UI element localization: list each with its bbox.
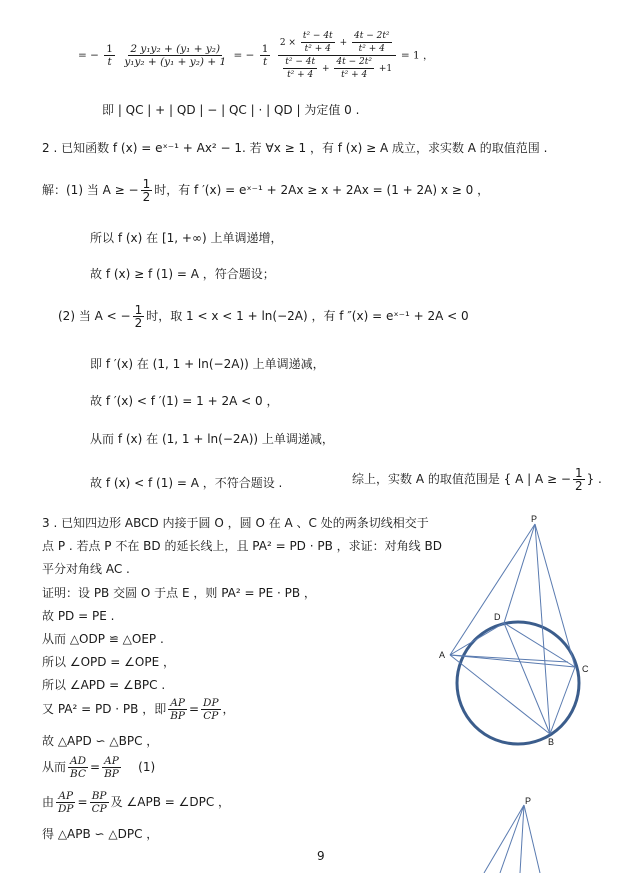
frac-d-num-a: 2 × [279, 38, 296, 48]
label-d: D [494, 612, 501, 622]
line-pd-ext [504, 524, 535, 623]
l8b-fn: 1 [574, 466, 583, 480]
page-number: 9 [317, 849, 325, 863]
p9-f2n: BP [91, 790, 107, 802]
top-fraction-expression [78, 30, 434, 81]
p9-lead: 由 [42, 795, 55, 809]
label-c: C [582, 664, 589, 674]
p6-lead: 又 PA² = PD · PB ，即 [42, 702, 167, 716]
p8-lead: 从而 [42, 760, 67, 774]
p6-eq: = [188, 702, 200, 716]
dd-tail: +1 [378, 64, 393, 74]
pline-4 [524, 805, 540, 873]
p8-tag: (1) [138, 760, 156, 774]
sol1-lead: 解：(1) 当 A ≥ − [42, 183, 139, 197]
sol1-rest: 时，有 f ′(x) = eˣ⁻¹ + 2Ax ≥ x + 2Ax = (1 + 2A) x ≥ 0 ， [154, 183, 490, 197]
proof-line1: 证明：设 PB 交圆 O 于点 E ，则 PA² = PE · PB ， [42, 586, 316, 600]
sol2-rest: 时，取 1 < x < 1 + ln(−2A) ，有 f ″(x) = eˣ⁻¹ + 2A < 0 [146, 309, 469, 323]
p9-tail: 及 ∠APB = ∠DPC ， [110, 795, 231, 809]
p8-eq: = [90, 760, 101, 774]
proof-line3: 从而 △ODP ≌ △OEP . [42, 632, 164, 646]
proof-line9 [42, 790, 230, 815]
line-ab [450, 655, 550, 734]
frac-b [122, 43, 228, 68]
dn-f1d: t² + 4 [304, 44, 331, 54]
p9-f1n: AP [58, 790, 74, 802]
dn-f2n: 4t − 2t² [353, 31, 390, 41]
proof-line4: 所以 ∠OPD = ∠OPE ， [42, 655, 176, 669]
p6-f2d: CP [203, 710, 219, 722]
problem3-stem2: 点 P . 若点 P 不在 BD 的延长线上，且 PA² = PD · PB ，求证：对角线 BD [42, 539, 442, 553]
geometry-figure-partial [470, 793, 560, 873]
p9-f2d: CP [91, 803, 107, 815]
eq-tail: = 1 ， [400, 49, 434, 62]
p8-f1d: BC [70, 768, 86, 780]
frac-a [104, 43, 115, 68]
frac-d [278, 30, 396, 81]
p6-f1n: AP [170, 697, 185, 709]
p8-f1n: AD [70, 755, 87, 767]
label-p2: P [525, 796, 532, 806]
dd-f2n: 4t − 2t² [336, 57, 372, 67]
line-pa [450, 524, 535, 655]
dn-f2d: t² + 4 [358, 44, 385, 54]
sol2-fn: 1 [134, 303, 143, 317]
p9-f1d: DP [58, 803, 74, 815]
p6-tail: ， [222, 702, 235, 716]
proof-line8 [42, 755, 155, 780]
sol1-fn: 1 [142, 177, 151, 191]
conclusion-line: 即 | QC | + | QD | − | QC | · | QD | 为定值 0 . [102, 103, 360, 117]
figure-lines [450, 524, 575, 734]
frac-d-den [279, 56, 394, 81]
frac-a-num: 1 [106, 43, 113, 55]
frac-d-num [278, 30, 396, 56]
p8-f2n: AP [104, 755, 119, 767]
eq-lead: = − [78, 49, 99, 62]
p8-f2d: BP [104, 768, 119, 780]
problem2-line6: 故 f ′(x) < f ′(1) = 1 + 2A < 0 ， [90, 394, 279, 408]
frac-c-num: 1 [261, 43, 269, 55]
dd-f1n: t² − 4t [285, 57, 316, 67]
frac-c [260, 43, 271, 68]
proof-line5: 所以 ∠APD = ∠BPC . [42, 678, 166, 692]
label-a: A [439, 650, 446, 660]
frac-b-num: 2 y₁y₂ + (y₁ + y₂) [130, 43, 221, 55]
problem2-line2: 所以 f (x) 在 [1, +∞) 上单调递增， [90, 231, 283, 245]
sol2-fd: 2 [134, 316, 143, 330]
label-p: P [531, 514, 538, 524]
proof-line7: 故 △APD ∽ △BPC ， [42, 734, 159, 748]
line-ad [450, 623, 504, 655]
problem2-line8b [352, 467, 602, 492]
l8b-fd: 2 [574, 479, 583, 493]
dd-f2d: t² + 4 [341, 70, 368, 80]
l8b-lead: 综上，实数 A 的取值范围是 { A | A ≥ − [352, 472, 571, 486]
l8b-tail: } . [586, 472, 602, 486]
sol1-fd: 2 [142, 190, 151, 204]
p6-f1d: BP [170, 710, 185, 722]
problem2-line8a: 故 f (x) < f (1) = A ，不符合题设 . [90, 476, 283, 490]
frac-a-den: t [107, 56, 112, 68]
dn-plus: + [339, 38, 348, 48]
eq-mid: = − [233, 49, 255, 62]
problem2-stem: 2 . 已知函数 f (x) = eˣ⁻¹ + Ax² − 1. 若 ∀x ≥ 1 ，有 f (x) ≥ A 成立，求实数 A 的取值范围 . [42, 141, 548, 155]
problem2-sol2 [58, 304, 469, 329]
problem2-sol1 [42, 178, 489, 203]
problem3-stem3: 平分对角线 AC . [42, 562, 130, 576]
problem2-line3: 故 f (x) ≥ f (1) = A ，符合题设； [90, 267, 275, 281]
proof-line6 [42, 697, 235, 722]
frac-b-den: y₁y₂ + (y₁ + y₂) + 1 [124, 56, 227, 68]
problem2-line5: 即 f ′(x) 在 (1, 1 + ln(−2A)) 上单调递减， [90, 357, 325, 371]
label-b: B [548, 737, 555, 747]
dn-f1n: t² − 4t [302, 31, 333, 41]
dd-plus: + [321, 64, 330, 74]
problem2-line7: 从而 f (x) 在 (1, 1 + ln(−2A)) 上单调递减， [90, 432, 334, 446]
partial-lines [484, 805, 540, 873]
sol2-lead: (2) 当 A < − [58, 309, 131, 323]
problem3-stem1: 3 . 已知四边形 ABCD 内接于圆 O ，圆 O 在 A 、C 处的两条切线相交于 [42, 516, 429, 530]
proof-line2: 故 PD = PE . [42, 609, 115, 623]
frac-c-den: t [263, 56, 268, 68]
p9-eq: = [77, 795, 88, 809]
proof-line10: 得 △APB ∽ △DPC ， [42, 827, 159, 841]
dd-f1d: t² + 4 [287, 70, 314, 80]
p6-f2n: DP [203, 697, 219, 709]
geometry-figure-main [430, 512, 600, 752]
